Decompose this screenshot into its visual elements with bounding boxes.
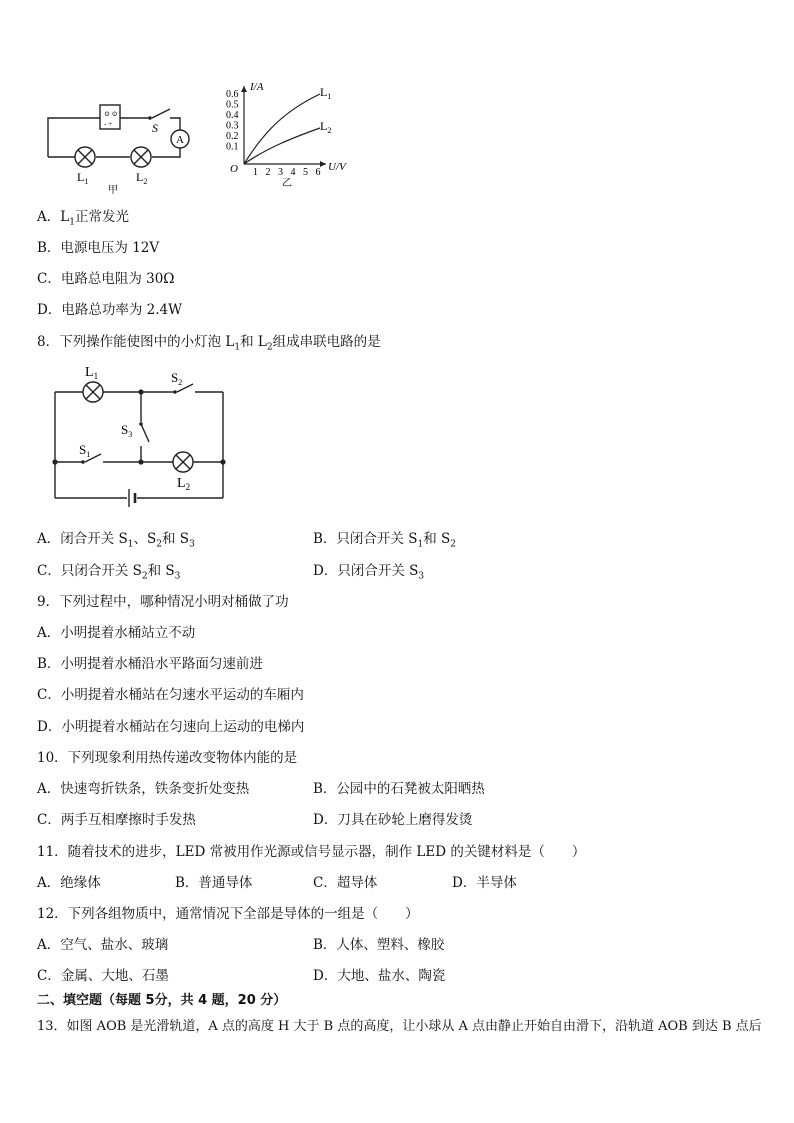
curve-label-l1: $L_1$ [320,85,332,101]
q12-option-c: C．金属、大地、石墨 [37,968,169,984]
svg-text:L1: $L_1$ [77,170,89,186]
q8-option-c: C．只闭合开关 $S_2$和 $S_3$ [37,563,181,582]
q9-option-a: A．小明提着水桶站立不动 [37,625,196,641]
svg-text:- +: - + [104,120,113,128]
q12-option-b: B．人体、塑料、橡胶 [313,937,445,953]
q8-option-b: B．只闭合开关 $S_1$和 $S_2$ [313,531,456,550]
q11-option-b: B．普通导体 [175,875,253,891]
q10-option-b: B．公园中的石凳被太阳晒热 [313,781,485,797]
q9-option-b: B．小明提着水桶沿水平路面匀速前进 [37,656,263,672]
y-tick-label: 0.1 [226,141,239,153]
figure-label-yi: 乙 [282,178,292,189]
q7-option-d: D．电路总功率为 2.4W [37,302,182,318]
label-s2: $S_2$ [171,370,183,387]
q10-option-a: A．快速弯折铁条，铁条变折处变热 [37,781,250,797]
q12-stem: 12．下列各组物质中，通常情况下全部是导体的一组是（ ） [37,906,419,922]
q11-option-d: D．半导体 [452,875,517,891]
label-s3: $S_3$ [121,422,133,439]
q7-option-b: B．电源电压为 12V [37,240,160,256]
ammeter-label: A [176,134,184,146]
q13-stem: 13．如图 AOB 是光滑轨道，A 点的高度 H 大于 B 点的高度，让小球从 A 点由静止开始自由滑下，沿轨道 AOB 到达 B 点后 [37,1019,762,1034]
q9-option-c: C．小明提着水桶站在匀速水平运动的车厢内 [37,687,304,703]
q11-option-a: A．绝缘体 [37,875,101,891]
x-tick-label: 1 [253,167,258,178]
q11-stem: 11．随着技术的进步，LED 常被用作光源或信号显示器，制作 LED 的关键材料是（ ） [37,844,586,860]
label-l2: $L_2$ [177,476,191,492]
q10-option-d: D．刀具在砂轮上磨得发烫 [313,812,473,828]
switch-label: S [152,121,158,135]
origin-label: O [230,163,238,175]
y-tick-label: 0.3 [226,120,239,132]
q8-stem: 8．下列操作能使图中的小灯泡 $L_1$和 $L_2$组成串联电路的是 [37,334,381,353]
x-axis-label: U/V [328,161,346,173]
y-tick-label: 0.4 [226,110,239,121]
q7-option-c: C．电路总电阻为 30Ω [37,271,175,287]
x-tick-label: 3 [278,167,283,178]
y-tick-label: 0.6 [226,89,239,100]
q10-stem: 10．下列现象利用热传递改变物体内能的是 [37,750,298,766]
q9-stem: 9．下列过程中，哪种情况小明对桶做了功 [37,594,289,610]
q9-option-d: D．小明提着水桶站在匀速向上运动的电梯内 [37,719,305,735]
q12-option-a: A．空气、盐水、玻璃 [37,937,169,953]
q8-option-d: D．只闭合开关 $S_3$ [313,563,425,582]
svg-text:L2: $L_2$ [136,170,148,186]
iu-graph-yi [222,80,362,195]
q11-option-c: C．超导体 [313,875,378,891]
q12-option-d: D．大地、盐水、陶瓷 [313,968,446,984]
y-axis-label: I/A [250,81,264,93]
circuit-figure-q8 [45,358,235,508]
x-tick-label: 6 [315,167,321,178]
circuit-figure-jia [40,95,200,195]
q8-option-a: A．闭合开关 $S_1$、$S_2$和 $S_3$ [37,531,195,550]
y-tick-label: 0.5 [226,99,239,111]
svg-text:⊙ ⊙: ⊙ ⊙ [104,110,118,118]
label-l1: $L_1$ [85,365,99,381]
x-tick-label: 2 [265,167,271,178]
q7-option-a: A．$L_1$正常发光 [37,209,129,228]
label-s1: $S_1$ [79,442,91,459]
y-tick-label: 0.2 [226,131,239,142]
curve-label-l2: $L_2$ [320,119,332,135]
figure-label-jia: 甲 [108,185,118,195]
x-tick-label: 4 [290,167,296,178]
q10-option-c: C．两手互相摩擦时手发热 [37,812,196,828]
section-title-fill-in: 二、填空题（每题 5分，共 4 题，20 分） [37,993,287,1008]
x-tick-label: 5 [303,167,308,178]
